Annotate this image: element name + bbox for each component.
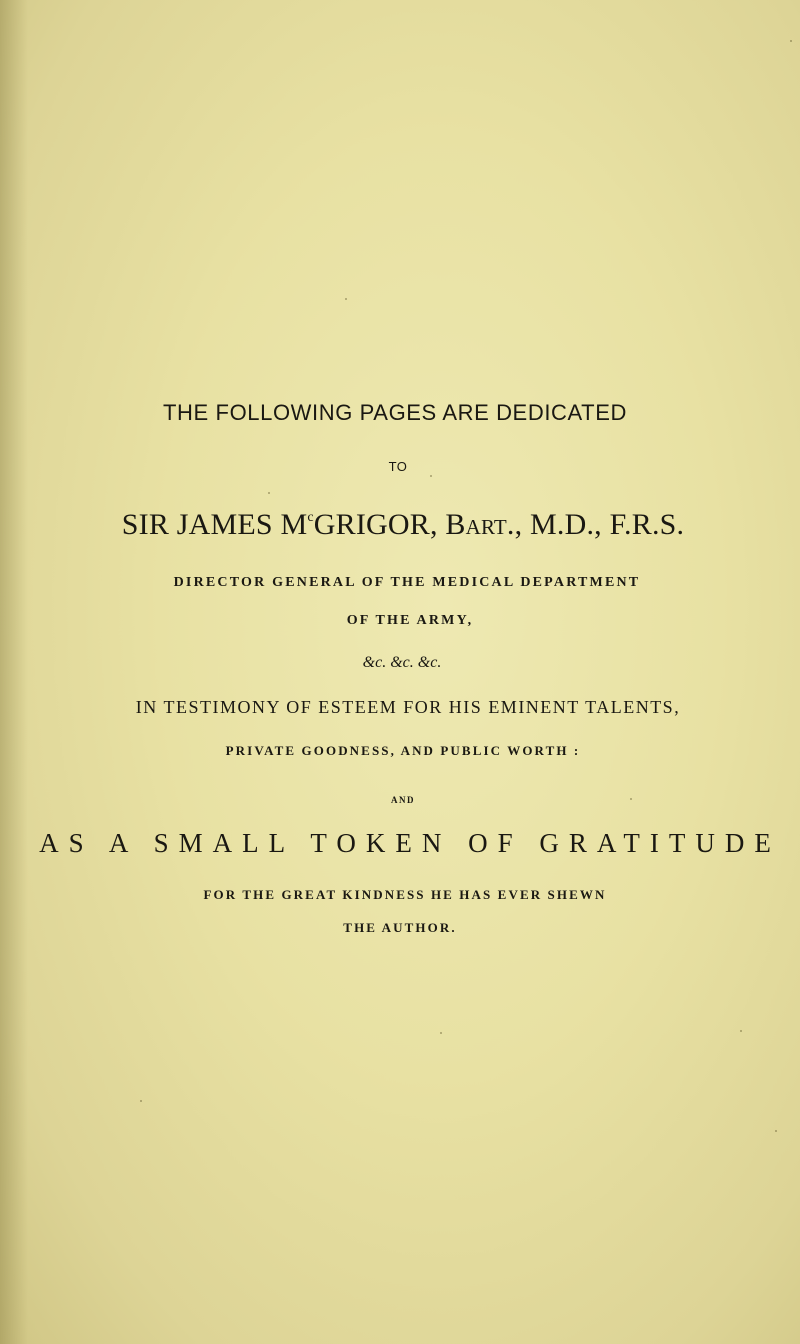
and-line: AND xyxy=(391,795,415,805)
dedicatee-title-line-2: OF THE ARMY, xyxy=(346,613,474,628)
dedicatee-degrees: , M.D., F.R.S. xyxy=(514,508,685,541)
kindness-line: FOR THE GREAT KINDNESS HE HAS EVER SHEWN xyxy=(203,887,607,902)
dedicatee-name-main: SIR JAMES M xyxy=(121,508,308,541)
author-line: THE AUTHOR. xyxy=(343,920,457,935)
testimony-line-2: PRIVATE GOODNESS, AND PUBLIC WORTH : xyxy=(225,743,581,758)
dedicatee-name xyxy=(3,508,800,542)
dedicatee-bart: Bart. xyxy=(445,508,515,541)
dedication-to: TO xyxy=(388,459,408,474)
dedicatee-name-superscript: c xyxy=(307,510,314,525)
gratitude-line: AS A SMALL TOKEN OF GRATITUDE xyxy=(39,828,781,858)
dedication-heading: THE FOLLOWING PAGES ARE DEDICATED xyxy=(163,400,627,425)
page-gutter-shadow xyxy=(0,0,28,1344)
dedicatee-name-rest: GRIGOR, xyxy=(313,508,446,541)
dedicatee-title-line-1: DIRECTOR GENERAL OF THE MEDICAL DEPARTMENT xyxy=(173,575,641,590)
testimony-line-1: IN TESTIMONY OF ESTEEM FOR HIS EMINENT TALENTS, xyxy=(135,697,681,717)
et-cetera-line: &c. &c. &c. xyxy=(362,654,442,671)
